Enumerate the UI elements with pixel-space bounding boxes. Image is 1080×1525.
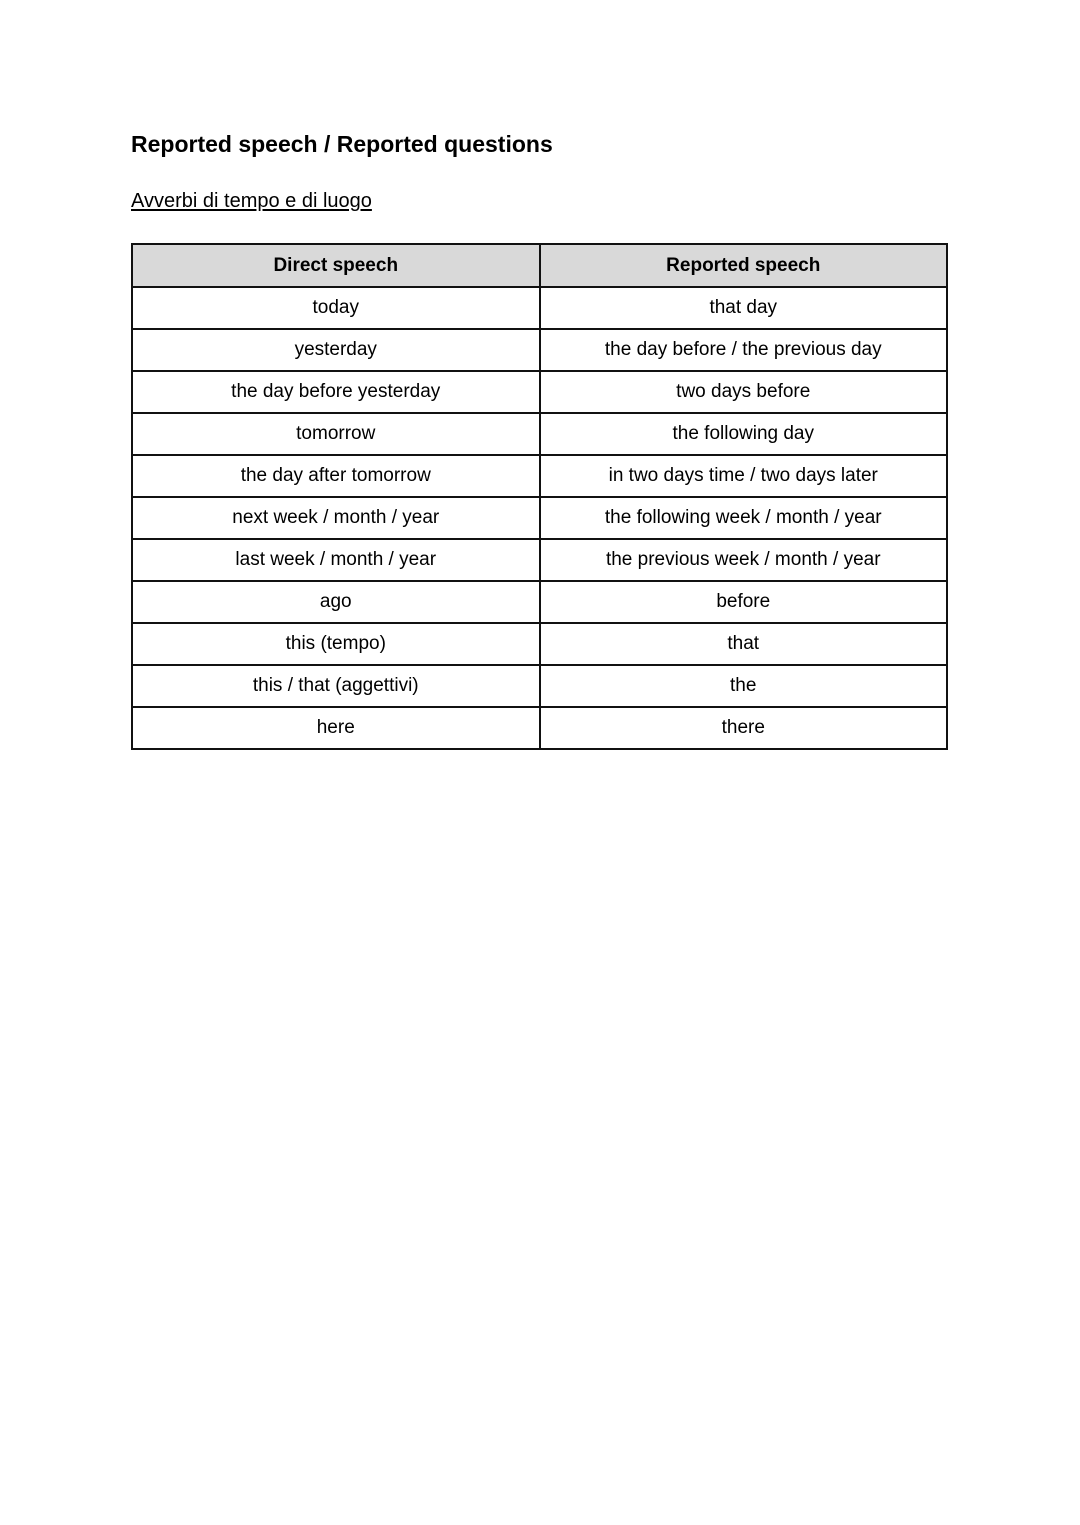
reported-speech-cell: there <box>540 707 948 749</box>
direct-speech-cell: last week / month / year <box>132 539 540 581</box>
reported-speech-cell: the <box>540 665 948 707</box>
direct-speech-cell: ago <box>132 581 540 623</box>
table-row <box>132 707 947 749</box>
table-row <box>132 329 947 371</box>
direct-speech-cell: today <box>132 287 540 329</box>
table-row <box>132 539 947 581</box>
direct-speech-cell: the day after tomorrow <box>132 455 540 497</box>
direct-speech-cell: here <box>132 707 540 749</box>
reported-speech-cell: in two days time / two days later <box>540 455 948 497</box>
reported-speech-cell: the following week / month / year <box>540 497 948 539</box>
document-subtitle: Avverbi di tempo e di luogo <box>131 190 372 212</box>
table-row <box>132 287 947 329</box>
direct-speech-cell: next week / month / year <box>132 497 540 539</box>
speech-conversion-table <box>131 243 948 750</box>
table-row <box>132 665 947 707</box>
reported-speech-cell: before <box>540 581 948 623</box>
table-row <box>132 497 947 539</box>
direct-speech-cell: this (tempo) <box>132 623 540 665</box>
reported-speech-cell: the previous week / month / year <box>540 539 948 581</box>
table-row <box>132 413 947 455</box>
reported-speech-cell: two days before <box>540 371 948 413</box>
header-direct-speech: Direct speech <box>132 244 540 287</box>
header-reported-speech: Reported speech <box>540 244 948 287</box>
direct-speech-cell: tomorrow <box>132 413 540 455</box>
table-row <box>132 455 947 497</box>
reported-speech-cell: the day before / the previous day <box>540 329 948 371</box>
direct-speech-cell: this / that (aggettivi) <box>132 665 540 707</box>
reported-speech-cell: the following day <box>540 413 948 455</box>
reported-speech-cell: that day <box>540 287 948 329</box>
table-row <box>132 623 947 665</box>
direct-speech-cell: yesterday <box>132 329 540 371</box>
reported-speech-cell: that <box>540 623 948 665</box>
document-title: Reported speech / Reported questions <box>131 131 553 157</box>
table-header-row <box>132 244 947 287</box>
table-row <box>132 371 947 413</box>
table-row <box>132 581 947 623</box>
direct-speech-cell: the day before yesterday <box>132 371 540 413</box>
